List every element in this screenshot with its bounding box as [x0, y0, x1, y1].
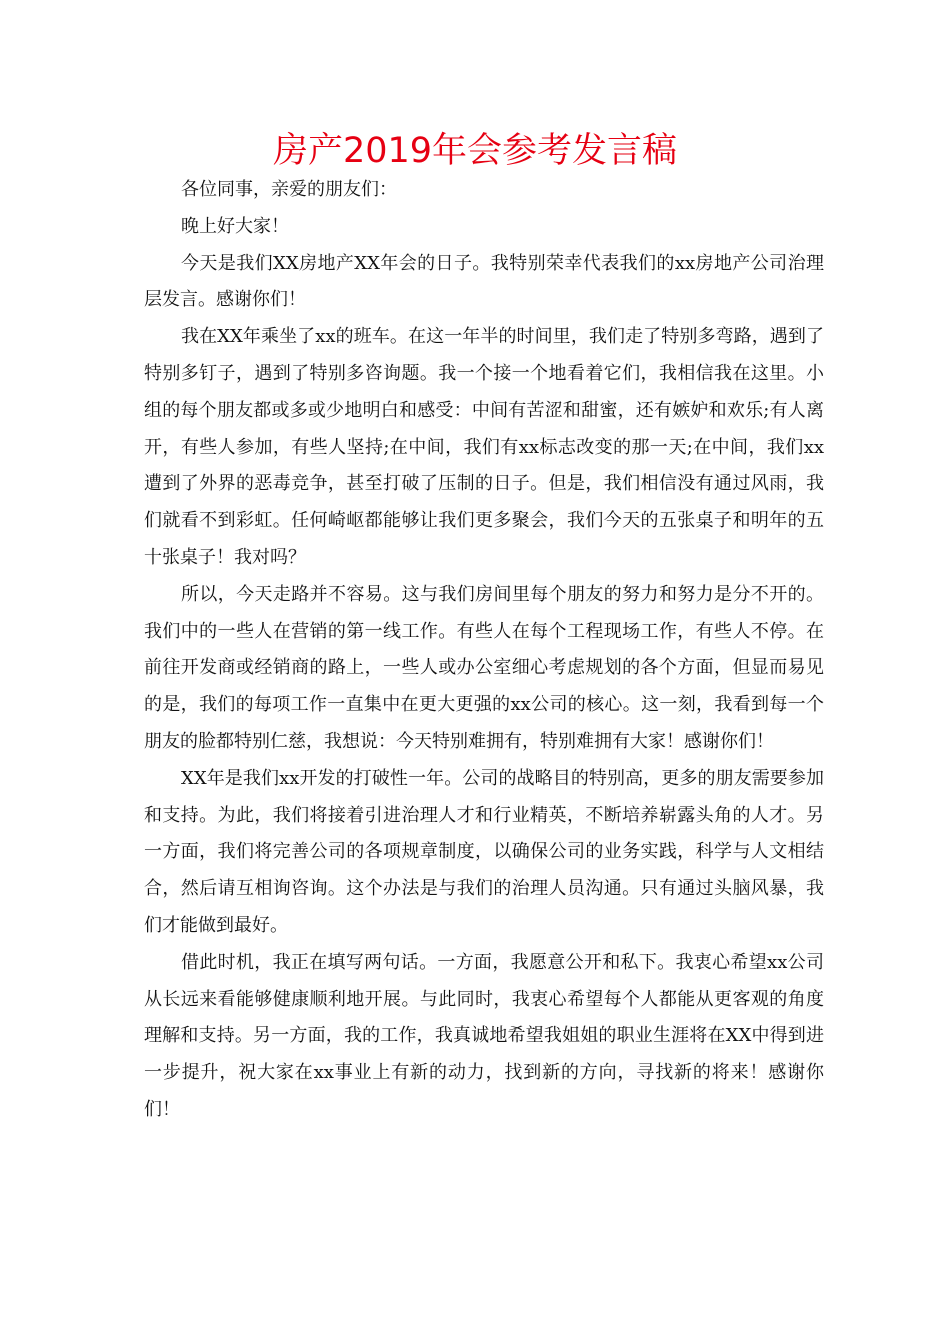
paragraph-closing: 借此时机，我正在填写两句话。一方面，我愿意公开和私下。我衷心希望xx公司从长远来看能够健康顺利地开展。与此同时，我衷心希望每个人都能从更客观的角度理解和支持。另一方面，我的工作，我真诚地希望我姐姐的职业生涯将在XX中得到进一步提升，祝大家在xx事业上有新的动力，找到新的方向，寻找新的将来！感谢你们！	[144, 951, 824, 1120]
document-body	[144, 172, 824, 1129]
paragraph-salutation: 晚上好大家！	[181, 215, 289, 237]
paragraph-journey: 我在XX年乘坐了xx的班车。在这一年半的时间里，我们走了特别多弯路，遇到了特别多钉子，遇到了特别多咨询题。我一个接一个地看着它们，我相信我在这里。小组的每个朋友都或多或少地明白和感受：中间有苦涩和甜蜜，还有嫉妒和欢乐;有人离开，有些人参加，有些人坚持;在中间，我们有xx标志改变的那一天;在中间，我们xx遭到了外界的恶毒竞争，甚至打破了压制的日子。但是，我们相信没有通过风雨，我们就看不到彩虹。任何崎岖都能够让我们更多聚会，我们今天的五张桌子和明年的五十张桌子！我对吗？	[144, 326, 824, 568]
paragraph-greeting: 各位同事，亲爱的朋友们：	[181, 179, 397, 200]
paragraph-intro: 今天是我们XX房地产XX年会的日子。我特别荣幸代表我们的xx房地产公司治理层发言。感谢你们！	[144, 252, 824, 311]
paragraph-plans: XX年是我们xx开发的打破性一年。公司的战略目的特别高，更多的朋友需要参加和支持。为此，我们将接着引进治理人才和行业精英，不断培养崭露头角的人才。另一方面，我们将完善公司的各项规章制度，以确保公司的业务实践，科学与人文相结合，然后请互相询咨询。这个办法是与我们的治理人员沟通。只有通过头脑风暴，我们才能做到最好。	[144, 767, 824, 936]
paragraph-teamwork: 所以，今天走路并不容易。这与我们房间里每个朋友的努力和努力是分不开的。我们中的一些人在营销的第一线工作。有些人在每个工程现场工作，有些人不停。在前往开发商或经销商的路上，一些人或办公室细心考虑规划的各个方面，但显而易见的是，我们的每项工作一直集中在更大更强的xx公司的核心。这一刻，我看到每一个朋友的脸都特别仁慈，我想说：今天特别难拥有，特别难拥有大家！感谢你们！	[144, 583, 824, 752]
document-title: 房产2019年会参考发言稿	[272, 131, 678, 171]
